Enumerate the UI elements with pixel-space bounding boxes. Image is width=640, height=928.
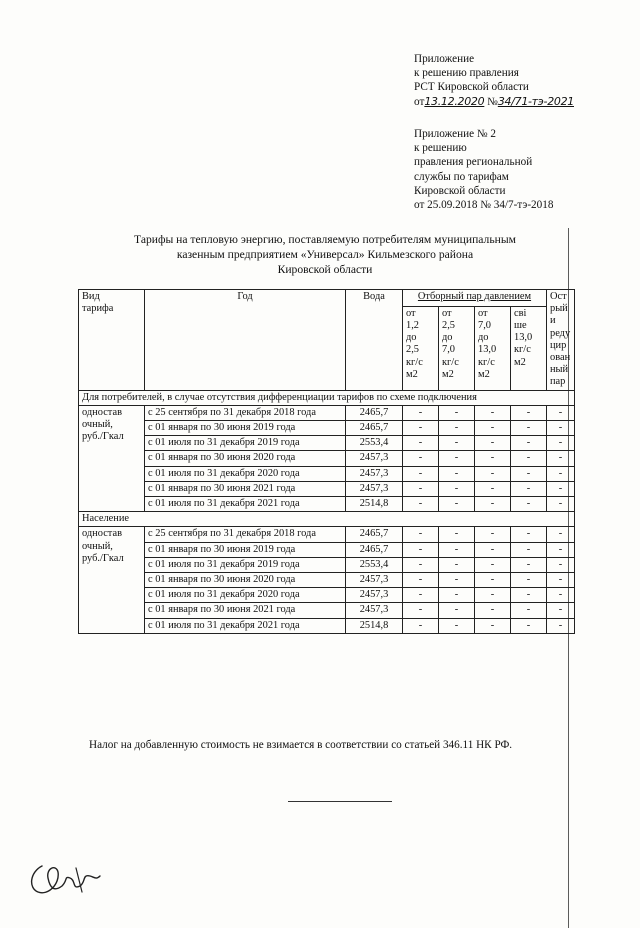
- separator-line: [288, 801, 392, 802]
- header-text: 7,0: [442, 344, 455, 356]
- appendix-2-block: [414, 127, 553, 212]
- period-cell: с 01 января по 30 июня 2019 года: [145, 421, 346, 436]
- dash-cell: -: [511, 603, 547, 618]
- water-value-cell: 2465,7: [346, 527, 403, 542]
- handwritten-date: 13.12.2020: [424, 94, 485, 108]
- dash-cell: -: [547, 573, 575, 588]
- dash-cell: -: [475, 603, 511, 618]
- subheader-2: [439, 306, 475, 390]
- dash-cell: -: [403, 466, 439, 481]
- dash-cell: -: [439, 497, 475, 512]
- period-cell: с 01 января по 30 июня 2021 года: [145, 481, 346, 496]
- group-title-row: [79, 512, 575, 527]
- header-text: м2: [478, 368, 490, 380]
- period-cell: с 01 июля по 31 декабря 2020 года: [145, 588, 346, 603]
- header-text: от: [478, 307, 488, 319]
- header-text: 2,5: [406, 344, 419, 356]
- dash-cell: -: [547, 542, 575, 557]
- dash-cell: -: [439, 436, 475, 451]
- water-value-cell: 2465,7: [346, 421, 403, 436]
- dash-cell: -: [403, 481, 439, 496]
- date-prefix: от: [414, 95, 425, 108]
- title-line: Тарифы на тепловую энергию, поставляемую потребителям муниципальным: [134, 233, 516, 246]
- dash-cell: -: [403, 542, 439, 557]
- appendix-2-line: службы по тарифам: [414, 170, 509, 183]
- number-prefix: №: [487, 95, 498, 108]
- period-cell: с 25 сентября по 31 декабря 2018 года: [145, 405, 346, 420]
- header-text: до: [478, 332, 489, 344]
- tariff-type-text: руб./Гкал: [82, 552, 124, 564]
- period-cell: с 01 июля по 31 декабря 2021 года: [145, 497, 346, 512]
- dash-cell: -: [511, 481, 547, 496]
- dash-cell: -: [439, 421, 475, 436]
- header-text: Вид: [82, 291, 100, 302]
- table-row: [79, 618, 575, 633]
- header-text: кг/с: [406, 356, 423, 368]
- tariff-type-text: одностав: [82, 528, 122, 540]
- dash-cell: -: [547, 557, 575, 572]
- appendix-2-line: Приложение № 2: [414, 128, 496, 140]
- dash-cell: -: [439, 618, 475, 633]
- dash-cell: -: [511, 436, 547, 451]
- table-body: [79, 390, 575, 633]
- period-cell: с 01 января по 30 июня 2019 года: [145, 542, 346, 557]
- table-row: [79, 573, 575, 588]
- dash-cell: -: [403, 421, 439, 436]
- header-text: 1,2: [406, 319, 419, 331]
- dash-cell: -: [439, 573, 475, 588]
- dash-cell: -: [403, 436, 439, 451]
- table-row: [79, 527, 575, 542]
- subheader-4: [511, 306, 547, 390]
- header-text: кг/с: [514, 344, 531, 356]
- header-text: от: [442, 307, 452, 319]
- dash-cell: -: [547, 497, 575, 512]
- table-header-row: [79, 290, 575, 307]
- water-value-cell: 2457,3: [346, 573, 403, 588]
- appendix-1-line: РСТ Кировской области: [414, 81, 529, 94]
- document-title: [90, 232, 560, 277]
- dash-cell: -: [439, 588, 475, 603]
- water-value-cell: 2553,4: [346, 436, 403, 451]
- dash-cell: -: [511, 527, 547, 542]
- dash-cell: -: [511, 557, 547, 572]
- subheader-3: [475, 306, 511, 390]
- dash-cell: -: [403, 557, 439, 572]
- water-value-cell: 2514,8: [346, 618, 403, 633]
- header-voda: Вода: [346, 290, 403, 391]
- dash-cell: -: [403, 618, 439, 633]
- period-cell: с 01 января по 30 июня 2020 года: [145, 451, 346, 466]
- dash-cell: -: [511, 451, 547, 466]
- dash-cell: -: [475, 573, 511, 588]
- table-row: [79, 497, 575, 512]
- header-text: до: [406, 332, 417, 344]
- dash-cell: -: [403, 588, 439, 603]
- dash-cell: -: [547, 603, 575, 618]
- header-text: и: [550, 315, 556, 327]
- dash-cell: -: [475, 497, 511, 512]
- tariff-type-cell: [79, 527, 145, 633]
- table-row: [79, 466, 575, 481]
- water-value-cell: 2465,7: [346, 405, 403, 420]
- table-row: [79, 451, 575, 466]
- dash-cell: -: [547, 405, 575, 420]
- dash-cell: -: [475, 466, 511, 481]
- water-value-cell: 2457,3: [346, 588, 403, 603]
- water-value-cell: 2465,7: [346, 542, 403, 557]
- header-steam: Отборный пар давлением: [403, 290, 547, 307]
- table-row: [79, 481, 575, 496]
- dash-cell: -: [439, 603, 475, 618]
- subheader-1: [403, 306, 439, 390]
- dash-cell: -: [403, 527, 439, 542]
- period-cell: с 01 июля по 31 декабря 2019 года: [145, 436, 346, 451]
- period-cell: с 01 января по 30 июня 2020 года: [145, 573, 346, 588]
- header-text: ный: [550, 364, 569, 376]
- dash-cell: -: [403, 573, 439, 588]
- header-text: от: [406, 307, 416, 319]
- appendix-1-line: Приложение: [414, 53, 475, 65]
- dash-cell: -: [475, 451, 511, 466]
- dash-cell: -: [403, 497, 439, 512]
- appendix-1-block: [414, 52, 574, 109]
- title-line: Кировской области: [277, 263, 373, 276]
- tariff-type-cell: [79, 405, 145, 511]
- water-value-cell: 2457,3: [346, 451, 403, 466]
- dash-cell: -: [547, 588, 575, 603]
- group-title: Население: [79, 512, 575, 527]
- dash-cell: -: [439, 542, 475, 557]
- dash-cell: -: [475, 436, 511, 451]
- dash-cell: -: [475, 405, 511, 420]
- period-cell: с 01 января по 30 июня 2021 года: [145, 603, 346, 618]
- tariff-type-text: очный,: [82, 540, 113, 552]
- header-ostr: [547, 290, 575, 391]
- period-cell: с 01 июля по 31 декабря 2021 года: [145, 618, 346, 633]
- dash-cell: -: [439, 527, 475, 542]
- water-value-cell: 2514,8: [346, 497, 403, 512]
- water-value-cell: 2457,3: [346, 481, 403, 496]
- handwritten-number: 34/71-тэ-2021: [497, 94, 574, 108]
- dash-cell: -: [439, 466, 475, 481]
- period-cell: с 01 июля по 31 декабря 2020 года: [145, 466, 346, 481]
- table-row: [79, 421, 575, 436]
- vat-note: Налог на добавленную стоимость не взимается в соответствии со статьей 346.11 НК РФ.: [89, 739, 513, 751]
- table-row: [79, 436, 575, 451]
- title-line: казенным предприятием «Универсал» Кильмезского района: [176, 248, 474, 261]
- appendix-1-date-line: [414, 95, 574, 109]
- header-text: цир: [550, 339, 567, 351]
- header-text: кг/с: [442, 356, 459, 368]
- dash-cell: -: [475, 481, 511, 496]
- dash-cell: -: [547, 466, 575, 481]
- appendix-2-line: от 25.09.2018 № 34/7-тэ-2018: [414, 199, 554, 212]
- dash-cell: -: [547, 436, 575, 451]
- dash-cell: -: [511, 421, 547, 436]
- header-text: кг/с: [478, 356, 495, 368]
- group-title: Для потребителей, в случае отсутствия дифференциации тарифов по схеме подключения: [79, 390, 575, 405]
- header-text: 7,0: [478, 319, 491, 331]
- table-row: [79, 603, 575, 618]
- header-text: 13,0: [514, 332, 533, 344]
- header-text: пар: [550, 376, 566, 388]
- header-text: сві: [514, 307, 527, 319]
- header-text: ован: [550, 352, 571, 364]
- dash-cell: -: [403, 603, 439, 618]
- dash-cell: -: [547, 618, 575, 633]
- group-title-row: [79, 390, 575, 405]
- header-text: рый: [550, 303, 568, 315]
- tariff-type-text: очный,: [82, 419, 113, 431]
- period-cell: с 25 сентября по 31 декабря 2018 года: [145, 527, 346, 542]
- dash-cell: -: [475, 618, 511, 633]
- dash-cell: -: [439, 557, 475, 572]
- header-text: м2: [514, 356, 526, 368]
- header-text: до: [442, 332, 453, 344]
- dash-cell: -: [511, 588, 547, 603]
- appendix-1-line: к решению правления: [414, 67, 519, 80]
- period-cell: с 01 июля по 31 декабря 2019 года: [145, 557, 346, 572]
- table-row: [79, 588, 575, 603]
- appendix-2-line: правления региональной: [414, 156, 533, 169]
- dash-cell: -: [547, 451, 575, 466]
- dash-cell: -: [511, 466, 547, 481]
- tariff-type-text: одностав: [82, 406, 122, 418]
- header-vid: [79, 290, 145, 391]
- signature-mark: [24, 858, 104, 902]
- dash-cell: -: [403, 405, 439, 420]
- dash-cell: -: [547, 421, 575, 436]
- dash-cell: -: [475, 527, 511, 542]
- header-text: 2,5: [442, 319, 455, 331]
- dash-cell: -: [475, 557, 511, 572]
- table-row: [79, 557, 575, 572]
- dash-cell: -: [439, 405, 475, 420]
- table-row: [79, 405, 575, 420]
- appendix-2-line: Кировской области: [414, 184, 506, 197]
- dash-cell: -: [403, 451, 439, 466]
- header-text: 13,0: [478, 344, 497, 356]
- dash-cell: -: [439, 481, 475, 496]
- table-row: [79, 542, 575, 557]
- appendix-2-line: к решению: [414, 142, 467, 155]
- header-text: тарифа: [82, 303, 114, 315]
- dash-cell: -: [511, 618, 547, 633]
- header-text: ше: [514, 319, 527, 331]
- tariff-type-text: руб./Гкал: [82, 431, 124, 443]
- dash-cell: -: [511, 573, 547, 588]
- dash-cell: -: [547, 481, 575, 496]
- dash-cell: -: [475, 542, 511, 557]
- dash-cell: -: [511, 497, 547, 512]
- header-god: Год: [145, 290, 346, 391]
- dash-cell: -: [475, 421, 511, 436]
- tariff-table: [78, 289, 575, 634]
- dash-cell: -: [511, 542, 547, 557]
- header-text: м2: [442, 368, 454, 380]
- dash-cell: -: [439, 451, 475, 466]
- header-text: м2: [406, 368, 418, 380]
- dash-cell: -: [511, 405, 547, 420]
- dash-cell: -: [475, 588, 511, 603]
- water-value-cell: 2457,3: [346, 466, 403, 481]
- header-text: Ост: [550, 291, 567, 302]
- header-text: реду: [550, 327, 571, 339]
- water-value-cell: 2457,3: [346, 603, 403, 618]
- dash-cell: -: [547, 527, 575, 542]
- water-value-cell: 2553,4: [346, 557, 403, 572]
